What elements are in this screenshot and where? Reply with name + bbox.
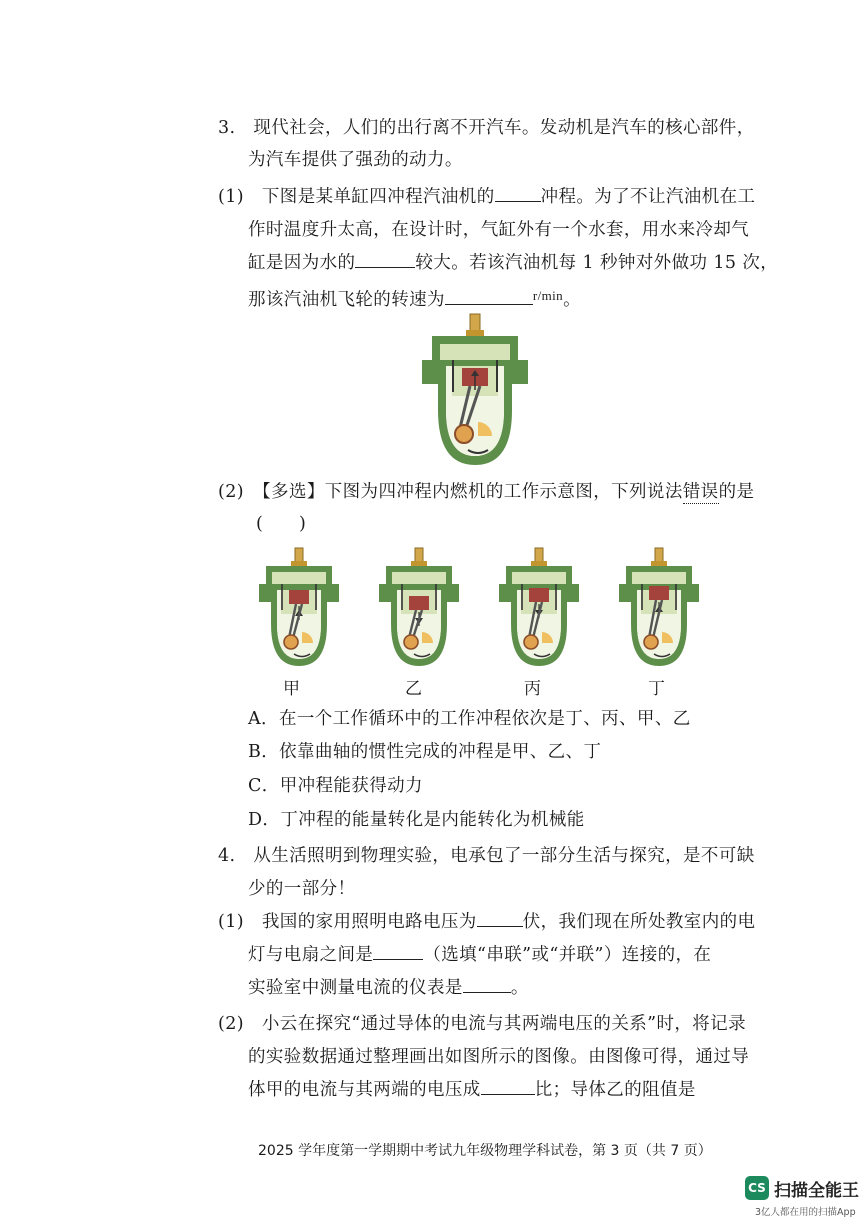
watermark-title: 扫描全能王 [774, 1181, 859, 1201]
caption-bing: 丙 [524, 679, 541, 699]
q4-1-blank-meter[interactable] [463, 976, 511, 993]
caption-yi: 乙 [405, 679, 422, 699]
q3-1-blank-property[interactable] [355, 251, 415, 268]
q3-stem-line2: 为汽车提供了强劲的动力。 [248, 150, 463, 170]
q3-1-blank-stroke[interactable] [495, 185, 541, 202]
q4-1-line2: 灯与电扇之间是 （选填“串联”或“并联”）连接的，在 [248, 945, 712, 965]
q3-1-line4: 那该汽油机飞轮的转速为 $^{r/min}$。 [248, 288, 581, 310]
q4-2-line1: (2) 小云在探究“通过导体的电流与其两端电压的关系”时，将记录 [218, 1014, 746, 1034]
q4-2-line3: 体甲的电流与其两端的电压成 比；导体乙的阻值是 [248, 1080, 696, 1100]
q3-1-line3: 缸是因为水的 较大。若该汽油机每 1 秒钟对外做功 15 次， [248, 253, 779, 273]
page-footer: 2025 学年度第一学期期中考试九年级物理学科试卷，第 3 页（共 7 页） [258, 1143, 712, 1159]
q4-1-blank-connection[interactable] [373, 943, 423, 960]
caption-jia: 甲 [283, 679, 300, 699]
caption-ding: 丁 [648, 679, 665, 699]
q3-1-line2: 作时温度升太高，在设计时，气缸外有一个水套，用水来冷却气 [248, 220, 750, 240]
option-d[interactable]: D．丁冲程的能量转化是内能转化为机械能 [248, 810, 585, 830]
option-a[interactable]: A．在一个工作循环中的工作冲程依次是丁、丙、甲、乙 [248, 709, 691, 729]
q3-1-blank-speed[interactable] [445, 288, 533, 305]
q4-2-blank-ratio[interactable] [481, 1078, 535, 1095]
engine-yi [378, 546, 462, 672]
engine-ding [618, 546, 702, 672]
q4-1-line3: 实验室中测量电流的仪表是 。 [248, 978, 529, 998]
engine-jia [258, 546, 342, 672]
engine-figure-main [420, 310, 530, 472]
q3-stem-line1: 3. 现代社会，人们的出行离不开汽车。发动机是汽车的核心部件， [218, 118, 755, 138]
engine-bing [498, 546, 582, 672]
q3-2-answer-bracket[interactable]: ( ) [256, 514, 307, 534]
engine-drawing [422, 314, 528, 465]
q4-1-blank-voltage[interactable] [477, 910, 523, 927]
watermark-subtitle: 3亿人都在用的扫描App [755, 1207, 856, 1218]
q4-stem-line1: 4. 从生活照明到物理实验，电承包了一部分生活与探究，是不可缺 [218, 846, 755, 866]
camscanner-logo-icon: CS [745, 1176, 769, 1200]
q4-2-line2: 的实验数据通过整理画出如图所示的图像。由图像可得，通过导 [248, 1047, 750, 1067]
q4-stem-line2: 少的一部分！ [248, 879, 356, 899]
option-c[interactable]: C．甲冲程能获得动力 [248, 776, 423, 796]
option-b[interactable]: B．依靠曲轴的惯性完成的冲程是甲、乙、丁 [248, 742, 602, 762]
q3-2-line1: (2) 【多选】下图为四冲程内燃机的工作示意图，下列说法错误的是 [218, 482, 755, 502]
q3-1-line1: (1) 下图是某单缸四冲程汽油机的 冲程。为了不让汽油机在工 [218, 187, 756, 207]
q4-1-line1: (1) 我国的家用照明电路电压为 伏，我们现在所处教室内的电 [218, 912, 756, 932]
